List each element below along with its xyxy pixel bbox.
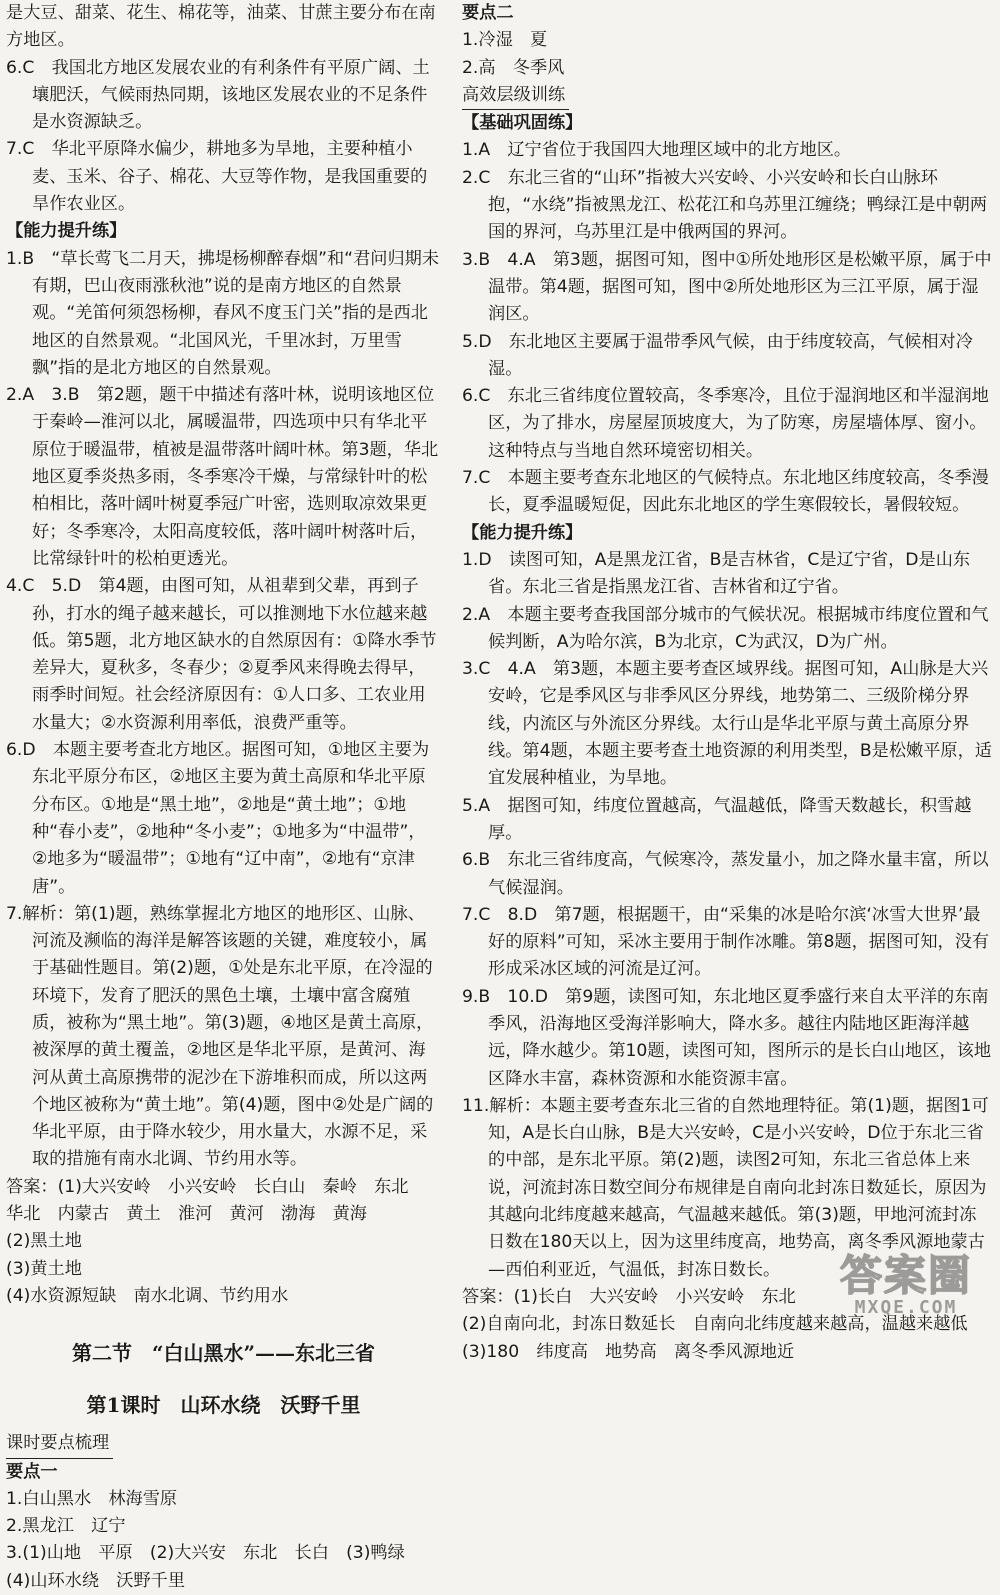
answer-item: 是大豆、甜菜、花生、棉花等，油菜、甘蔗主要分布在南方地区。 [6,3,436,51]
answer-item: 7.解析：第(1)题，熟练掌握北方地区的地形区、山脉、河流及濒临的海洋是解答该题的关键，难度较小，属于基础性题目。第(2)题，①处是东北平原，在冷湿的环境下，发育了肥沃的黑色土壤，土壤中富含腐殖质，被称为“黑土地”。第(3)题，④地区是黄土高原，被深厚的黄土覆盖，②地区是华北平原，是黄河、海河从黄土高原携带的泥沙在下游堆积而成，所以这两个地区被称为“黄土地”。第(4)题，图中②处是广阔的华北平原，由于降水较少，用水量大，水源不足，采取的措施有南水北调、节约用水等。 [6,903,434,1170]
answer-item: (2)黑土地 [6,1231,82,1252]
right-answers [462,110,992,1366]
section-title: 第二节 “白山黑水”——东北三省 [71,1341,375,1366]
answer-item: 9.B 10.D 第9题，读图可知，东北地区夏季盛行来自太平洋的东南季风，沿海地区受海洋影响大，降水多。越往内陆地区距海洋越远，降水越少。第10题，读图可知，图所示的是长白山地区，该地区降水丰富，森林资源和水能资源丰富。 [462,986,992,1089]
training-heading: 高效层级训练 [462,82,569,110]
answer-item: 7.C 8.D 第7题，根据题干，由“采集的冰是哈尔滨‘冰雪大世界’最好的原料”可知，采冰主要用于制作冰雕。第8题，据图可知，没有形成采冰区域的河流是辽河。 [462,904,990,980]
left-column [6,0,441,1595]
answer-item: (4)山环水绕 沃野千里 [6,1570,186,1591]
answer-item: 5.A 据图可知，纬度位置越高，气温越低，降雪天数越长，积雪越厚。 [462,795,972,843]
answer-item: 答案：(1)长白 大兴安岭 小兴安岭 东北 [462,1286,796,1307]
answer-item: (2)自南向北，封冻日数延长 自南向北纬度越来越高，温越来越低 [462,1314,968,1335]
answer-item: 1.白山黑水 林海雪原 [6,1488,178,1509]
answer-item: 6.C 我国北方地区发展农业的有利条件有平原广阔、土壤肥沃，气候雨热同期，该地区发展农业的不足条件是水资源缺乏。 [6,57,430,133]
answer-item: 2.高 冬季风 [462,57,565,78]
answer-item: 3.B 4.A 第3题，据图可知，图中①所处地形区是松嫩平原，属于中温带。第4题，据图可知，图中②所处地形区为三江平原，属于湿润区。 [462,249,992,325]
left-answers [6,0,441,1310]
answer-item: 6.B 东北三省纬度高，气候寒冷，蒸发量小，加之降水量丰富，所以气候湿润。 [462,850,989,898]
key-points-one [6,1459,441,1595]
answer-item: 6.C 东北三省纬度位置较高，冬季寒冷，且位于湿润地区和半湿润地区，为了排水，房屋屋顶坡度大，为了防寒，房屋墙体厚、窗小。这种特点与当地自然环境密切相关。 [462,386,989,461]
answer-item: 11.解析：本题主要考查东北三省的自然地理特征。第(1)题，据图1可知，A是长白山脉，B是大兴安岭，C是小兴安岭，D位于东北三省的中部，是东北平原。第(2)题，读图2可知，东北三省总体上来说，河流封冻日数空间分布规律是自南向北封冻日数延长，原因为其越向北纬度越来越高，气温越来越低。第(3)题，甲地河流封冻日数在180天以上，因为这里纬度高，地势高，离冬季风源地蒙古—西伯利亚近，气温低，封冻日数长。 [462,1095,989,1280]
answer-item: 7.C 华北平原降水偏少，耕地多为旱地，主要种植小麦、玉米、谷子、棉花、大豆等作物，是我国重要的旱作农业区。 [6,139,428,215]
answer-item: (3)180 纬度高 地势高 离冬季风源地近 [462,1341,795,1362]
section-label: 【能力提升练】 [462,522,583,543]
answer-item: 1.B “草长莺飞二月天，拂堤杨柳醉春烟”和“君问归期未有期，巴山夜雨涨秋池”说的是南方地区的自然景观。“羌笛何须怨杨柳，春风不度玉门关”指的是西北地区的自然景观。“北国风光，千里冰封，万里雪飘”指的是北方地区的自然景观。 [6,248,440,378]
answer-item: (3)黄土地 [6,1258,82,1279]
answer-item: 2.A 本题主要考查我国部分城市的气候状况。根据城市纬度位置和气候判断，A为哈尔滨，B为北京，C为武汉，D为广州。 [462,604,989,652]
answer-item: 3.C 4.A 第3题，本题主要考查区域界线。据图可知，A山脉是大兴安岭，它是季风区与非季风区分界线，地势第二、三级阶梯分界线，内流区与外流区分界线。太行山是华北平原与黄土高原分界线。第4题，本题主要考查土地资源的利用类型，B是松嫩平原，适宜发展种植业，为旱地。 [462,659,992,789]
answer-item: 2.C 东北三省的“山环”指被大兴安岭、小兴安岭和长白山脉环抱，“水绕”指被黑龙江、松花江和乌苏里江缠绕；鸭绿江是中朝两国的界河，乌苏里江是中俄两国的界河。 [462,167,988,243]
answer-item: 1.A 辽宁省位于我国四大地理区域中的北方地区。 [462,140,852,161]
answer-item: 答案：(1)大兴安岭 小兴安岭 长白山 秦岭 东北 华北 内蒙古 黄土 淮河 黄河 渤海 黄海 [6,1176,426,1225]
section-label: 要点二 [462,3,514,23]
bleed-through-text [760,8,990,118]
lesson-title: 第1课时 山环水绕 沃野千里 [86,1393,361,1418]
site-watermark [818,1251,994,1320]
answer-item: (4)水资源短缺 南水北调、节约用水 [6,1285,289,1306]
answer-item: 7.C 本题主要考查东北地区的气候特点。东北地区纬度较高，冬季漫长，夏季温暖短促，因此东北地区的学生寒假较长，暑假较短。 [462,468,989,516]
answer-item: 1.冷湿 夏 [462,30,548,51]
key-points-heading: 课时要点梳理 [6,1430,113,1458]
answer-item: 1.D 读图可知，A是黑龙江省，B是吉林省，C是辽宁省，D是山东省。东北三省是指黑龙江省、吉林省和辽宁省。 [462,549,971,598]
section-label: 要点一 [6,1461,58,1482]
answer-item: 4.C 5.D 第4题，由图可知，从祖辈到父辈，再到子孙，打水的绳子越来越长，可以推测地下水位越来越低。第5题，北方地区缺水的自然原因有：①降水季节差异大，夏秋多，冬春少；②夏季风来得晚去得早，雨季时间短。社会经济原因有：①人口多、工农业用水量大；②水资源利用率低，浪费严重等。 [6,576,437,733]
watermark-logo: 答案圈 [839,1251,972,1300]
answer-item: 3.(1)山地 平原 (2)大兴安 东北 长白 (3)鸭绿 [6,1543,405,1564]
right-column [462,0,992,1366]
answer-item: 6.D 本题主要考查北方地区。据图可知，①地区主要为东北平原分布区，②地区主要为黄土高原和华北平原分布区。①地是“黑土地”，②地是“黄土地”；①地种“春小麦”，②地种“冬小麦”；①地多为“中温带”，②地多为“暖温带”；①地有“辽中南”，②地有“京津唐”。 [6,740,430,897]
watermark-url: MXQE.COM [854,1297,958,1318]
section-label: 【基础巩固练】 [462,113,583,134]
answer-item: 5.D 东北地区主要属于温带季风气候，由于纬度较高，气候相对冷湿。 [462,331,973,379]
section-label: 【能力提升练】 [6,221,127,242]
answer-item: 2.A 3.B 第2题，题干中描述有落叶林，说明该地区位于秦岭—淮河以北，属暖温带，四选项中只有华北平原位于暖温带，植被是温带落叶阔叶林。第3题，华北地区夏季炎热多雨，冬季寒冷干燥，与常绿针叶的松柏相比，落叶阔叶树夏季冠广叶密，选则取凉效果更好；冬季寒冷，太阳高度较低，落叶阔叶树落叶后，比常绿针叶的松柏更透光。 [6,385,439,569]
answer-item: 2.黑龙江 辽宁 [6,1516,126,1537]
